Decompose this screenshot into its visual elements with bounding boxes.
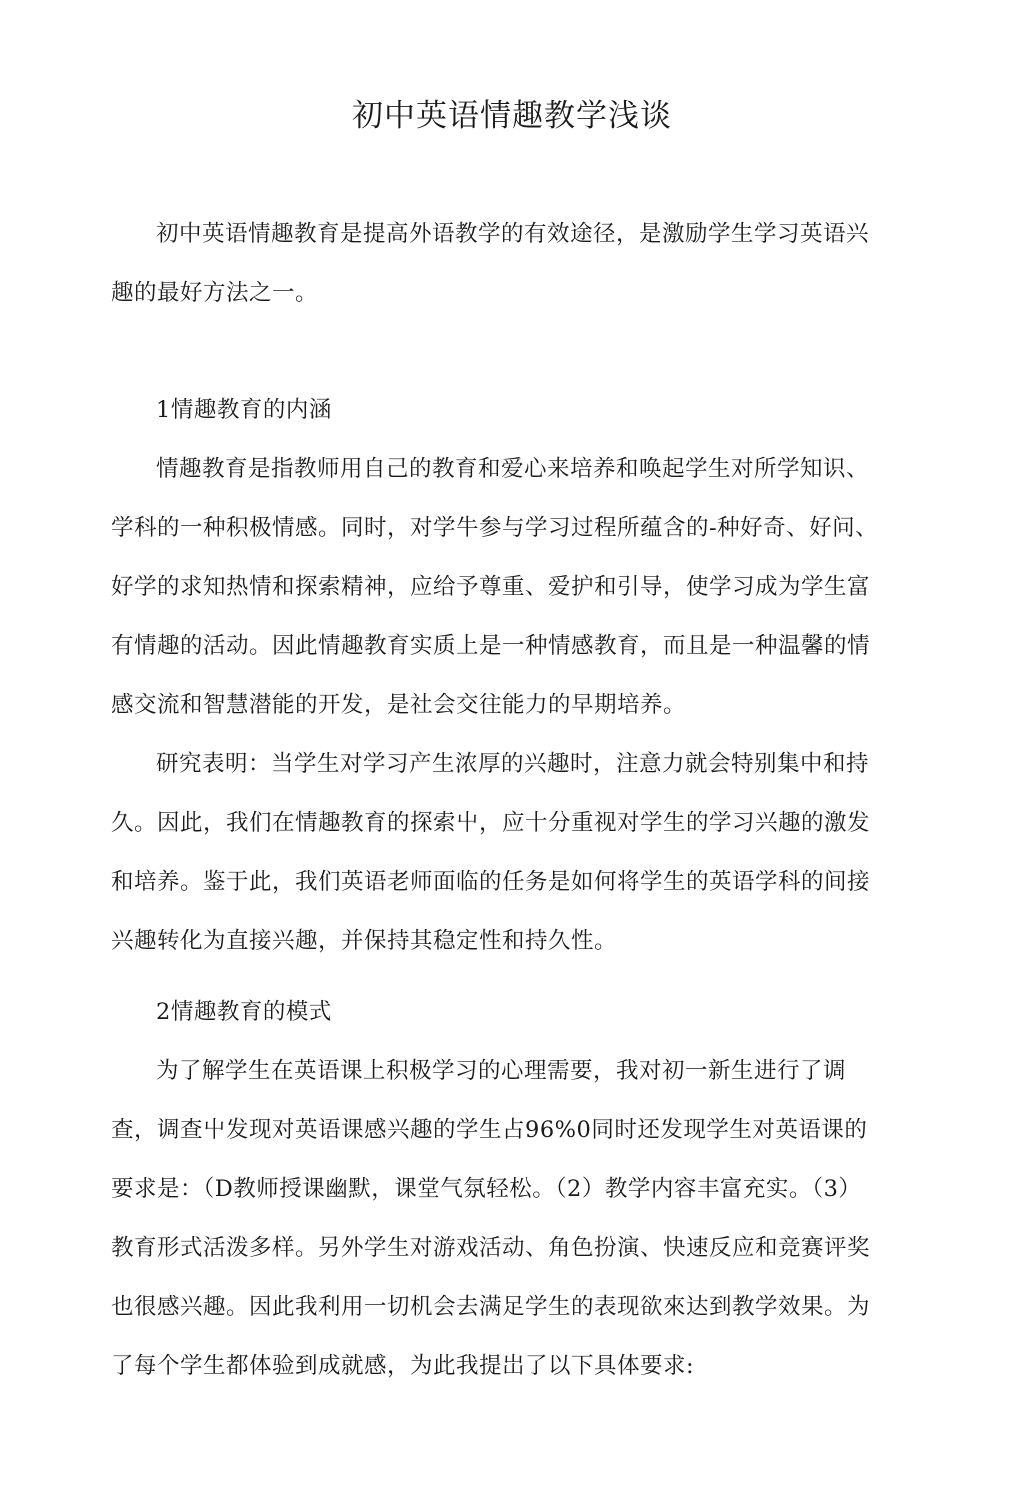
intro-block: [111, 205, 883, 323]
document-title: 初中英语情趣教学浅谈: [352, 98, 672, 134]
section-2-paragraph-1: 为了解学生在英语课上积极学习的心理需要，我对初一新生进行了调查，调查屮发现对英语课感兴趣的学生占96%0同时还发现学生对英语课的要求是：（D教师授课幽默，课堂气氛轻松。（2）教学内容丰富充实。（3）教育形式活泼多样。另外学生对游戏活动、角色扮演、快速反应和竞赛评奖也很感兴趣。因此我利用一切机会去满足学生的表现欲來达到教学效果。为了每个学生都体验到成就感，为此我提岀了以下具体要求:: [111, 1058, 871, 1379]
section-2-heading: 2情趣教育的模式: [156, 999, 332, 1025]
section-1-paragraph-1: 情趣教育是指教师用自己的教育和爱心来培养和唤起学生对所学知识、学科的一种积极情感。同时，对学牛参与学习过程所蕴含的-种好奇、好问、好学的求知热情和探索精神，应给予尊重、爱护和引导，使学习成为学生富有情趣的活动。因此情趣教育实质上是一种情感教育，而且是一种温馨的情感交流和智慧潜能的开发，是社会交往能力的早期培养。: [111, 456, 879, 718]
section-1-heading: 1情趣教育的内涵: [156, 397, 332, 423]
section-1: [111, 381, 883, 971]
section-2: [111, 983, 883, 1396]
section-1-paragraph-2: 研究表明：当学生对学习产生浓厚的兴趣时，注意力就会特别集中和持久。因此，我们在情趣教育的探索屮，应十分重视对学生的学习兴趣的激发和培养。鉴于此，我们英语老师面临的任务是如何将学生的英语学科的间接兴趣转化为直接兴趣，并保持其稳定性和持久性。: [111, 751, 871, 954]
intro-paragraph: 初中英语情趣教育是提高外语教学的有效途径，是激励学生学习英语兴趣的最好方法之一。: [111, 221, 870, 306]
